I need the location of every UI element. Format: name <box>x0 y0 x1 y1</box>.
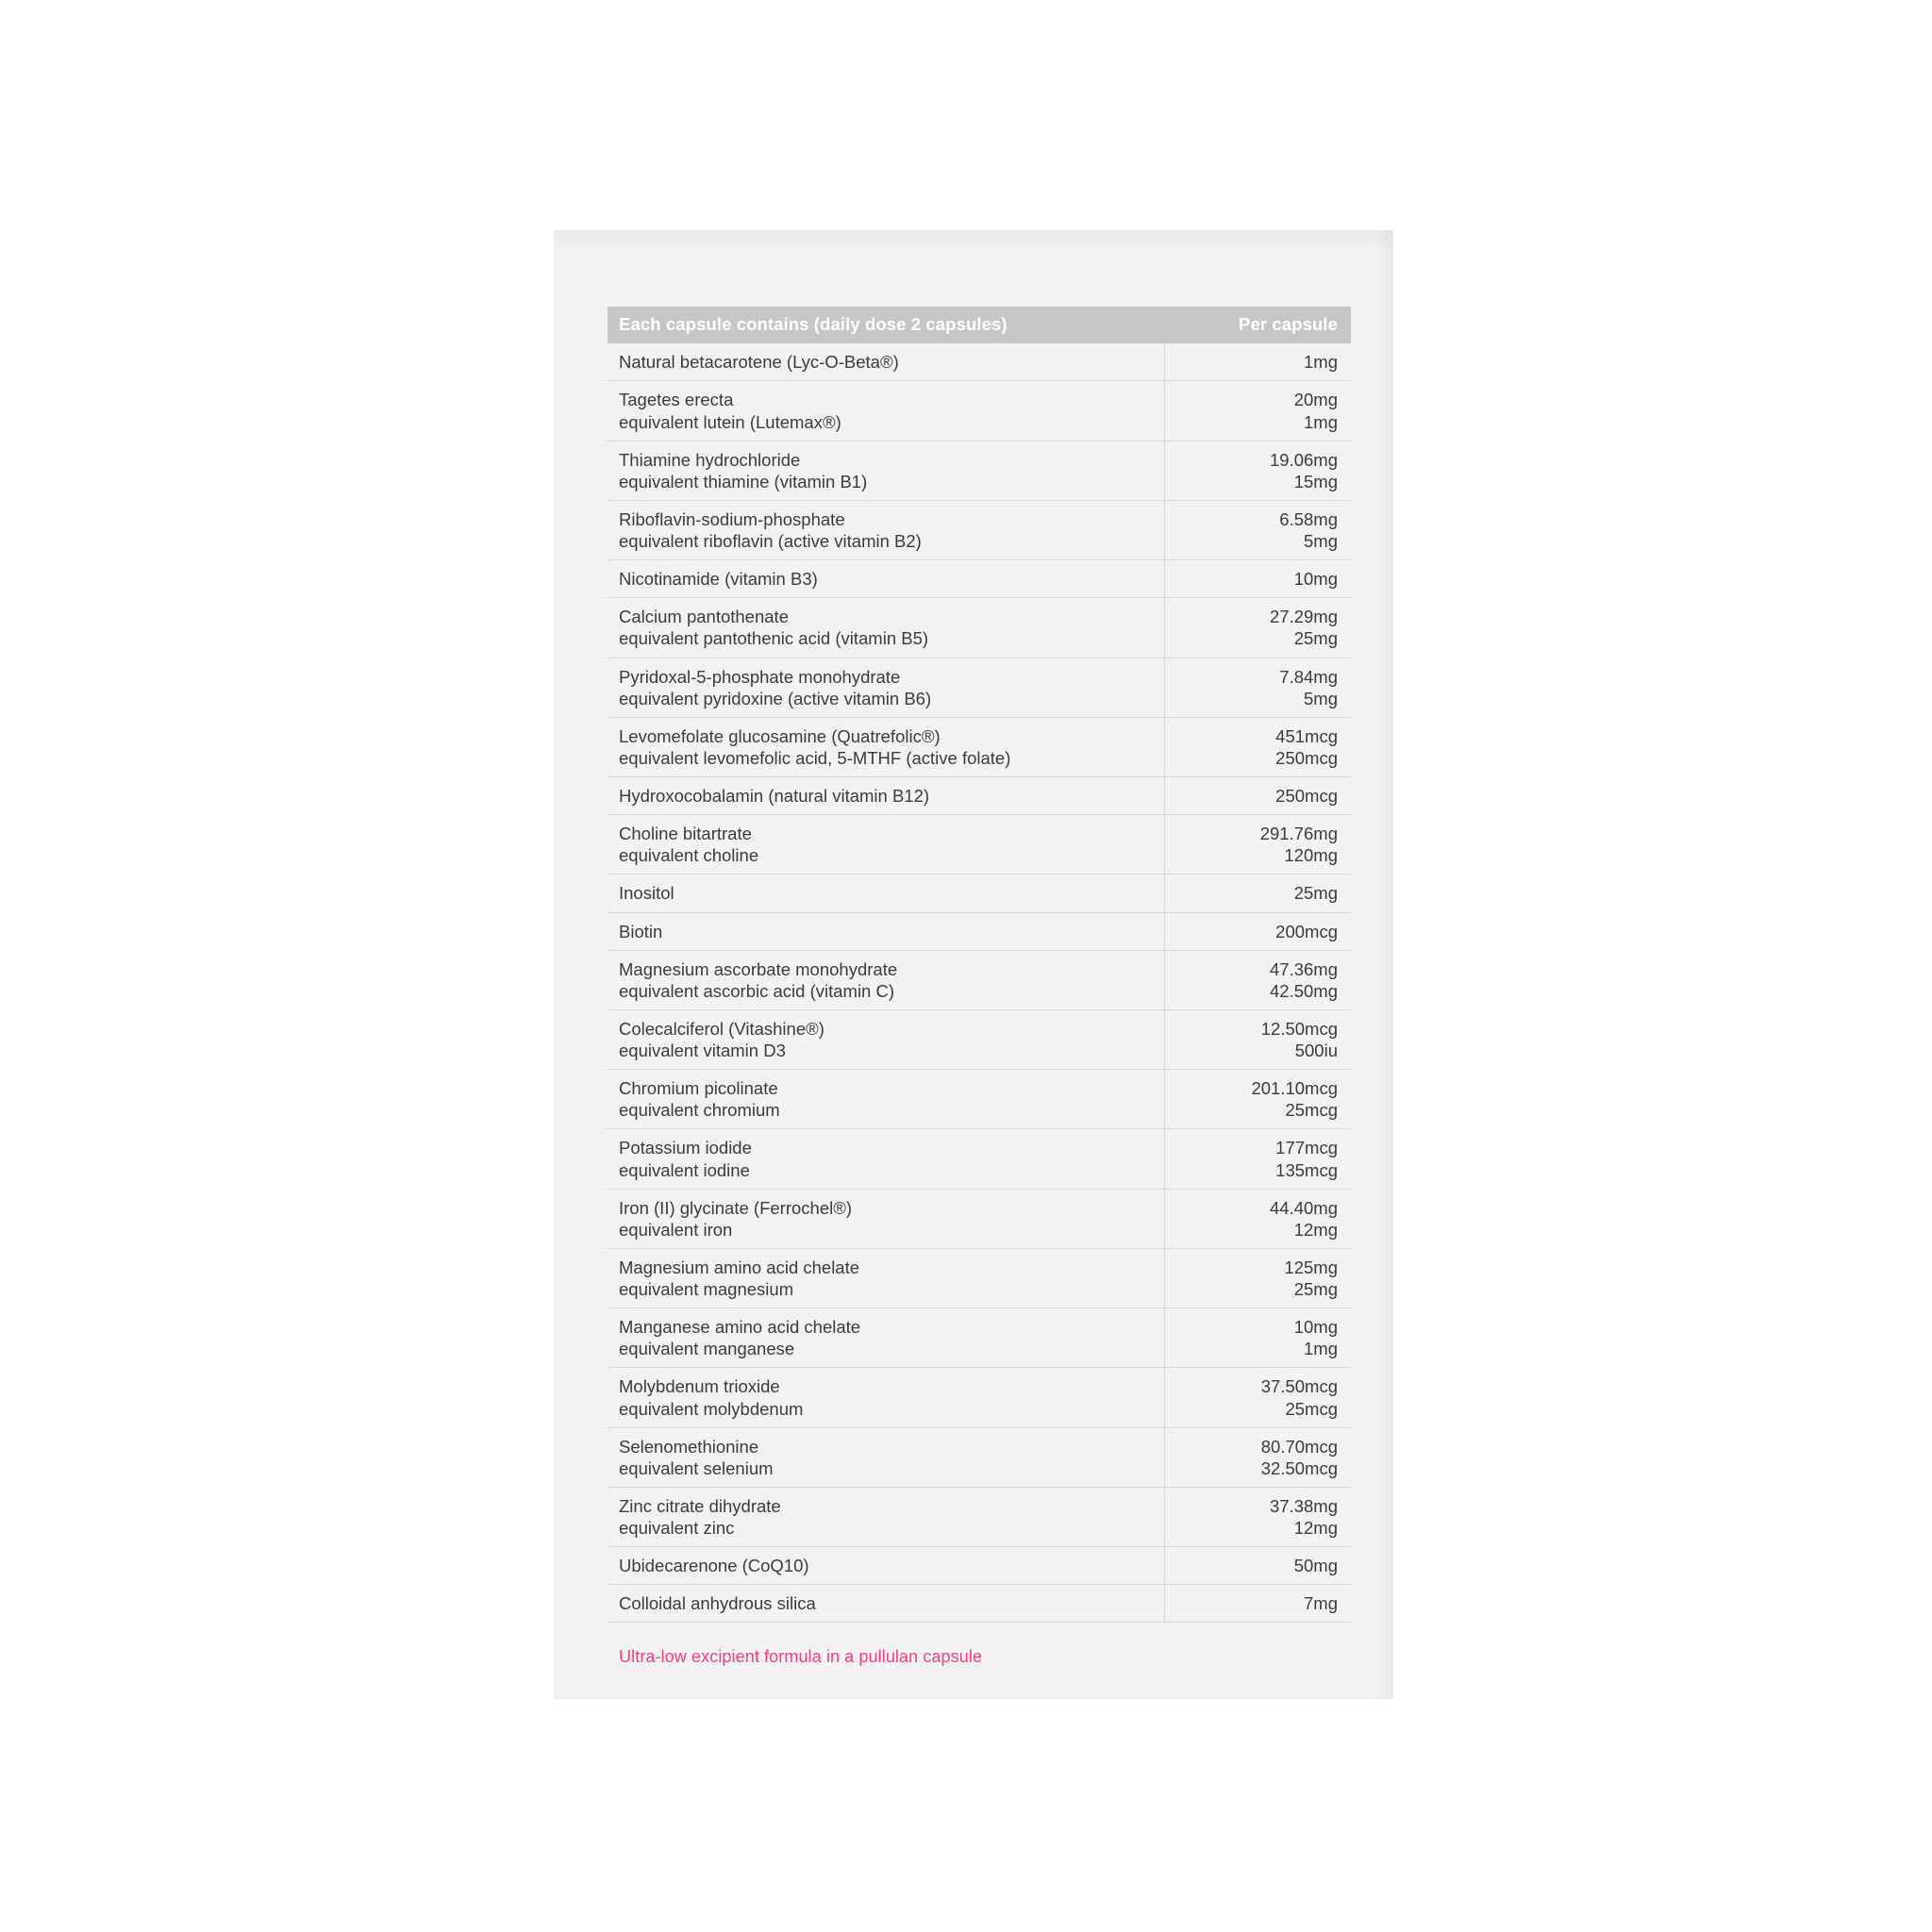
ingredient-amount-line1: 1mg <box>1304 352 1338 373</box>
ingredient-amount-cell <box>1164 912 1351 950</box>
box-right-edge-shading <box>1375 231 1392 1698</box>
ingredient-amount-cell <box>1164 874 1351 912</box>
ingredient-name-cell <box>608 441 1164 500</box>
ingredient-name-line1: Tagetes erecta <box>619 390 734 410</box>
ingredient-name-cell <box>608 1547 1164 1585</box>
ingredient-name-line1: Magnesium amino acid chelate <box>619 1257 860 1277</box>
ingredient-amount-line2: 12mg <box>1293 1219 1338 1240</box>
box-top-shading <box>555 231 1392 252</box>
ingredients-table <box>608 307 1351 1623</box>
ingredient-amount-cell <box>1164 500 1351 559</box>
ingredient-amount-cell <box>1164 1585 1351 1623</box>
ingredient-name-cell <box>608 1248 1164 1307</box>
ingredient-amount-line1: 20mg <box>1293 390 1338 410</box>
ingredient-amount-line1: 27.29mg <box>1270 607 1338 627</box>
table-body <box>608 343 1351 1623</box>
ingredient-amount-line1: 7mg <box>1304 1593 1338 1614</box>
ingredient-amount-cell <box>1164 1547 1351 1585</box>
ingredient-name-line1: Hydroxocobalamin (natural vitamin B12) <box>619 786 930 807</box>
table-row <box>608 1487 1351 1546</box>
ingredient-name-cell <box>608 815 1164 874</box>
ingredient-name-cell <box>608 1189 1164 1248</box>
ingredient-name-line1: Zinc citrate dihydrate <box>619 1495 781 1516</box>
ingredient-amount-line1: 50mg <box>1293 1556 1338 1576</box>
table-row <box>608 1585 1351 1623</box>
table-row <box>608 381 1351 441</box>
ingredient-amount-line1: 7.84mg <box>1279 666 1338 687</box>
table-row <box>608 343 1351 381</box>
table-row <box>608 1427 1351 1487</box>
ingredient-name-line1: Molybdenum trioxide <box>619 1376 780 1397</box>
ingredient-name-line1: Iron (II) glycinate (Ferrochel®) <box>619 1197 853 1218</box>
ingredient-name-line2: equivalent lutein (Lutemax®) <box>619 411 841 432</box>
table-row <box>608 1189 1351 1248</box>
table-row <box>608 1308 1351 1368</box>
ingredient-name-line2: equivalent levomefolic acid, 5-MTHF (active folate) <box>619 747 1011 768</box>
ingredient-name-line2: equivalent ascorbic acid (vitamin C) <box>619 980 895 1001</box>
ingredient-amount-line1: 37.50mcg <box>1260 1376 1338 1397</box>
ingredient-amount-line2: 25mcg <box>1285 1398 1338 1419</box>
table-row <box>608 950 1351 1009</box>
ingredient-name-cell <box>608 717 1164 776</box>
nutrition-panel <box>608 307 1351 1667</box>
ingredient-name-line2: equivalent vitamin D3 <box>619 1041 786 1061</box>
table-row <box>608 874 1351 912</box>
ingredient-name-cell <box>608 658 1164 717</box>
ingredient-name-line1: Levomefolate glucosamine (Quatrefolic®) <box>619 725 941 746</box>
ingredient-name-cell <box>608 874 1164 912</box>
ingredient-amount-cell <box>1164 1009 1351 1069</box>
table-row <box>608 441 1351 500</box>
ingredient-name-cell <box>608 560 1164 598</box>
ingredient-amount-line1: 37.38mg <box>1270 1495 1338 1516</box>
ingredient-name-line1: Biotin <box>619 921 663 941</box>
ingredient-name-line2: equivalent riboflavin (active vitamin B2) <box>619 531 922 552</box>
ingredient-amount-line2: 32.50mcg <box>1260 1457 1338 1478</box>
column-header-amount: Per capsule <box>1164 307 1351 343</box>
ingredient-name-line2: equivalent manganese <box>619 1339 795 1359</box>
ingredient-name-line1: Pyridoxal-5-phosphate monohydrate <box>619 666 901 687</box>
ingredient-amount-line2: 5mg <box>1304 531 1338 552</box>
ingredient-amount-line2: 5mg <box>1304 688 1338 708</box>
ingredient-name-line2: equivalent magnesium <box>619 1279 794 1300</box>
ingredient-amount-line2: 42.50mg <box>1270 980 1338 1001</box>
ingredient-name-line2: equivalent choline <box>619 845 759 866</box>
ingredient-amount-line1: 44.40mg <box>1270 1197 1338 1218</box>
ingredient-amount-line1: 291.76mg <box>1259 824 1338 844</box>
ingredient-amount-cell <box>1164 950 1351 1009</box>
ingredient-amount-line1: 80.70mcg <box>1260 1436 1338 1457</box>
ingredient-amount-line1: 6.58mg <box>1279 508 1338 529</box>
ingredient-name-cell <box>608 598 1164 658</box>
ingredient-name-line1: Calcium pantothenate <box>619 607 789 627</box>
ingredient-amount-line1: 201.10mcg <box>1251 1078 1338 1099</box>
ingredient-name-cell <box>608 1308 1164 1368</box>
ingredient-name-line1: Selenomethionine <box>619 1436 759 1457</box>
ingredient-name-line1: Magnesium ascorbate monohydrate <box>619 958 898 979</box>
ingredient-amount-cell <box>1164 1070 1351 1129</box>
table-header-row <box>608 307 1351 343</box>
ingredient-name-line2: equivalent zinc <box>619 1518 735 1539</box>
ingredient-name-line2: equivalent pyridoxine (active vitamin B6) <box>619 688 932 708</box>
ingredient-name-line1: Inositol <box>619 883 675 904</box>
ingredient-amount-line1: 177mcg <box>1275 1138 1338 1158</box>
table-row <box>608 815 1351 874</box>
table-row <box>608 777 1351 815</box>
ingredient-name-line1: Choline bitartrate <box>619 824 752 844</box>
table-row <box>608 1129 1351 1189</box>
ingredient-name-cell <box>608 912 1164 950</box>
ingredient-name-cell <box>608 1009 1164 1069</box>
ingredient-name-cell <box>608 777 1164 815</box>
ingredient-name-line2: equivalent molybdenum <box>619 1398 804 1419</box>
ingredient-amount-line1: 200mcg <box>1275 921 1338 941</box>
ingredient-amount-cell <box>1164 658 1351 717</box>
ingredient-name-cell <box>608 1368 1164 1427</box>
ingredient-amount-line1: 451mcg <box>1275 725 1338 746</box>
ingredient-name-line2: equivalent iodine <box>619 1159 750 1180</box>
table-row <box>608 912 1351 950</box>
ingredient-amount-line2: 1mg <box>1304 1339 1338 1359</box>
ingredient-name-line1: Colecalciferol (Vitashine®) <box>619 1018 824 1039</box>
ingredient-name-line1: Chromium picolinate <box>619 1078 778 1099</box>
ingredient-amount-line1: 47.36mg <box>1270 958 1338 979</box>
table-row <box>608 500 1351 559</box>
ingredient-amount-cell <box>1164 1427 1351 1487</box>
ingredient-name-line2: equivalent chromium <box>619 1100 780 1121</box>
ingredient-amount-cell <box>1164 441 1351 500</box>
ingredient-amount-cell <box>1164 343 1351 381</box>
ingredient-amount-line2: 12mg <box>1293 1518 1338 1539</box>
footnote-text: Ultra-low excipient formula in a pullulan capsule <box>619 1647 983 1667</box>
ingredient-amount-cell <box>1164 1487 1351 1546</box>
ingredient-name-cell <box>608 1070 1164 1129</box>
ingredient-amount-cell <box>1164 1129 1351 1189</box>
ingredient-name-line1: Riboflavin-sodium-phosphate <box>619 508 845 529</box>
ingredient-name-cell <box>608 950 1164 1009</box>
ingredient-amount-line1: 250mcg <box>1275 786 1338 807</box>
table-row <box>608 717 1351 776</box>
ingredient-amount-line2: 25mcg <box>1285 1100 1338 1121</box>
ingredient-name-line1: Thiamine hydrochloride <box>619 449 801 470</box>
ingredient-amount-line2: 120mg <box>1284 845 1338 866</box>
ingredient-amount-line2: 250mcg <box>1275 747 1338 768</box>
ingredient-amount-cell <box>1164 1189 1351 1248</box>
ingredient-name-line2: equivalent thiamine (vitamin B1) <box>619 471 868 491</box>
ingredient-amount-cell <box>1164 815 1351 874</box>
ingredient-name-line1: Natural betacarotene (Lyc-O-Beta®) <box>619 352 899 373</box>
table-row <box>608 598 1351 658</box>
table-row <box>608 1368 1351 1427</box>
ingredient-amount-line1: 25mg <box>1293 883 1338 904</box>
table-row <box>608 1248 1351 1307</box>
table-row <box>608 1547 1351 1585</box>
ingredient-amount-cell <box>1164 717 1351 776</box>
ingredient-name-cell <box>608 1427 1164 1487</box>
ingredient-amount-cell <box>1164 1308 1351 1368</box>
ingredient-amount-line2: 500iu <box>1294 1041 1338 1061</box>
ingredient-amount-cell <box>1164 598 1351 658</box>
ingredient-amount-line2: 15mg <box>1293 471 1338 491</box>
ingredient-amount-line2: 135mcg <box>1275 1159 1338 1180</box>
ingredient-name-line2: equivalent pantothenic acid (vitamin B5) <box>619 628 929 649</box>
ingredient-amount-cell <box>1164 1248 1351 1307</box>
ingredient-name-line2: equivalent selenium <box>619 1457 774 1478</box>
ingredient-name-line1: Potassium iodide <box>619 1138 752 1158</box>
ingredient-name-line1: Colloidal anhydrous silica <box>619 1593 816 1614</box>
ingredient-name-line1: Manganese amino acid chelate <box>619 1317 861 1338</box>
ingredient-amount-line1: 10mg <box>1293 1317 1338 1338</box>
ingredient-name-cell <box>608 1129 1164 1189</box>
ingredient-amount-line1: 19.06mg <box>1270 449 1338 470</box>
ingredient-name-cell <box>608 500 1164 559</box>
ingredient-name-cell <box>608 1487 1164 1546</box>
ingredient-amount-line2: 25mg <box>1293 628 1338 649</box>
ingredient-name-cell <box>608 1585 1164 1623</box>
column-header-ingredient: Each capsule contains (daily dose 2 capsules) <box>608 307 1164 343</box>
ingredient-amount-cell <box>1164 381 1351 441</box>
ingredient-amount-line1: 10mg <box>1293 569 1338 590</box>
ingredient-name-cell <box>608 381 1164 441</box>
ingredient-name-line1: Nicotinamide (vitamin B3) <box>619 569 818 590</box>
ingredient-amount-line2: 25mg <box>1293 1279 1338 1300</box>
ingredient-amount-cell <box>1164 560 1351 598</box>
ingredient-amount-line1: 12.50mcg <box>1260 1018 1338 1039</box>
ingredient-amount-cell <box>1164 777 1351 815</box>
ingredient-amount-cell <box>1164 1368 1351 1427</box>
table-row <box>608 1009 1351 1069</box>
table-head <box>608 307 1351 343</box>
table-row <box>608 1070 1351 1129</box>
table-row <box>608 560 1351 598</box>
ingredient-amount-line1: 125mg <box>1284 1257 1338 1277</box>
table-row <box>608 658 1351 717</box>
ingredient-name-line2: equivalent iron <box>619 1219 733 1240</box>
ingredient-name-cell <box>608 343 1164 381</box>
ingredient-amount-line2: 1mg <box>1304 411 1338 432</box>
ingredient-name-line1: Ubidecarenone (CoQ10) <box>619 1556 809 1576</box>
supplement-box <box>555 231 1392 1698</box>
